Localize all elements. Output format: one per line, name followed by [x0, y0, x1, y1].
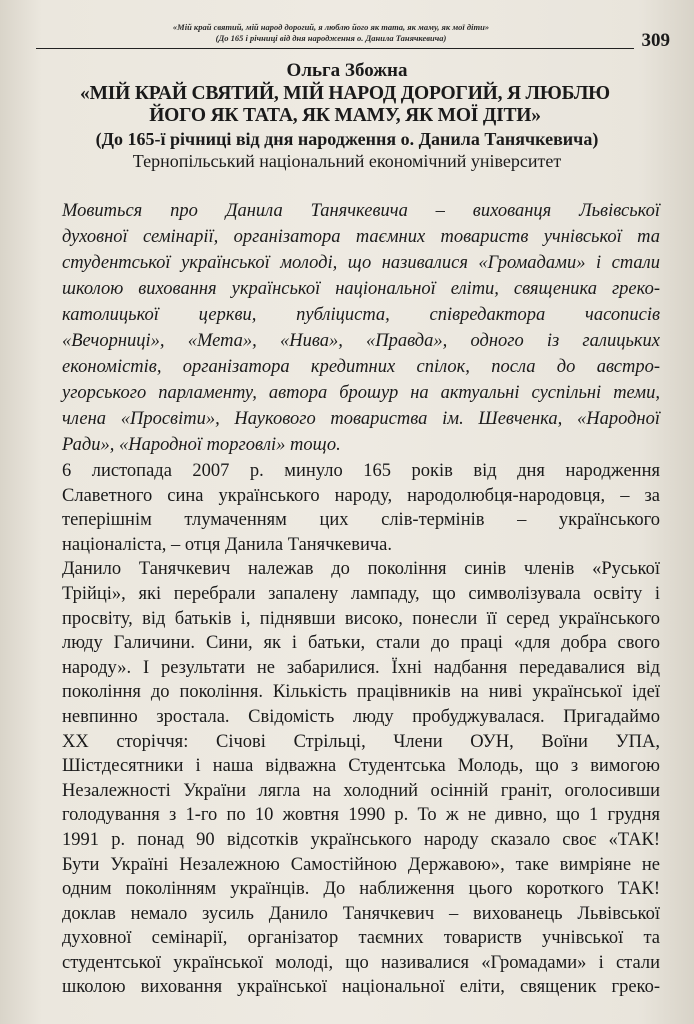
body-line: люду Галичини. Сини, як і батьки, стали до праці «для добра свого: [62, 633, 660, 654]
article-title: [40, 83, 650, 127]
body-line: теперішнім тлумаченням цих слів-термінів – українського: [62, 510, 660, 531]
paragraph-1: [62, 459, 660, 557]
body-line: Славетного сина українського народу, народолюбця-народовця, – за: [62, 485, 660, 506]
article-body: [62, 459, 660, 1000]
body-line: Незалежності України лягла на холодний осінній граніт, оголосивши: [62, 780, 660, 801]
abstract-line: «Вечорниці», «Мета», «Нива», «Правда», одного із галицьких: [62, 331, 660, 351]
running-header-line-1: «Мій край святий, мій народ дорогий, я люблю його як тата, як маму, як мої діти»: [172, 22, 490, 32]
running-header-line-2: (До 165 і річниці від дня народження о. Данила Танячкевича): [215, 33, 447, 43]
article-title-line-1: «МІЙ КРАЙ СВЯТИЙ, МІЙ НАРОД ДОРОГИЙ, Я ЛЮБЛЮ: [80, 83, 610, 104]
body-line: націоналіста, – отця Данила Танячкевича.: [62, 534, 393, 555]
abstract-line: школою виховання української національної еліти, священика греко-: [62, 279, 660, 299]
article-author: Ольга Збожна: [286, 60, 408, 81]
body-line: голодування з 1-го по 10 жовтня 1990 р. То ж не дивно, що 1 грудня: [62, 805, 660, 826]
running-header: [36, 22, 626, 44]
body-line: покоління до покоління. Кількість працівників на ниві української ідеї: [62, 682, 660, 703]
abstract-line: Мовиться про Данила Танячкевича – вихованця Львівської: [62, 201, 660, 221]
abstract-line: Ради», «Народної торговлі» тощо.: [62, 435, 341, 455]
article-title-line-2: ЙОГО ЯК ТАТА, ЯК МАМУ, ЯК МОЇ ДІТИ»: [149, 105, 541, 126]
body-line: 6 листопада 2007 р. минуло 165 років від дня народження: [62, 461, 660, 481]
body-line: Бути Україні Незалежною Самостійною Державою», таке вимріяне не: [62, 854, 660, 875]
abstract-line: студентської української молоді, що називалися «Громадами» і стали: [62, 253, 660, 273]
body-line: народу». І результати не забарилися. Їхні надбання передавалися від: [62, 657, 660, 678]
author-affiliation: Тернопільський національний економічний університет: [132, 151, 562, 171]
body-line: 1991 р. понад 90 відсотків українського народу сказало своє «ТАК!: [62, 829, 660, 850]
abstract-line: угорського парламенту, автора брошур на актуальні суспільні теми,: [62, 383, 660, 403]
body-line: ХХ сторіччя: Січові Стрільці, Члени ОУН, Воїни УПА,: [62, 731, 660, 752]
body-line: доклав немало зусиль Данило Танячкевич – вихованець Львівської: [62, 903, 660, 924]
body-line: духовної семінарії, організатор таємних товариств учнівської та: [62, 928, 660, 949]
body-line: просвіту, від батьків і, піднявши високо, понесли її серед українського: [62, 608, 660, 629]
body-line: Данило Танячкевич належав до покоління синів членів «Руської: [62, 559, 660, 580]
article-subtitle: (До 165-ї річниці від дня народження о. Данила Танячкевича): [95, 129, 599, 149]
page-number: 309: [641, 30, 670, 51]
body-line: одним поколінням українців. До наближення цього короткого ТАК!: [62, 879, 660, 900]
header-rule: [36, 48, 634, 49]
abstract-line: економістів, організатора кредитних спілок, посла до австро-: [62, 357, 660, 377]
abstract-line: духовної семінарії, організатора таємних товариств учнівської та: [62, 227, 660, 247]
body-line: школою виховання української національної еліти, священик греко-: [62, 977, 660, 998]
article-abstract: [62, 198, 660, 458]
body-line: студентської української молоді, що називалися «Громадами» і стали: [62, 952, 660, 973]
paragraph-2: [62, 557, 660, 1000]
abstract-line: члена «Просвіти», Наукового товариства ім. Шевченка, «Народної: [62, 409, 660, 429]
body-line: Трійці», які перебрали запалену лампаду, що символізувала освіту і: [62, 583, 660, 604]
body-line: Шістдесятники і наша відважна Студентська Молодь, що з вимогою: [62, 756, 660, 777]
body-line: невпинно зростала. Свідомість люду пробуджувалася. Пригадаймо: [62, 706, 660, 727]
abstract-line: католицької церкви, публіциста, співредактора часописів: [62, 305, 660, 325]
